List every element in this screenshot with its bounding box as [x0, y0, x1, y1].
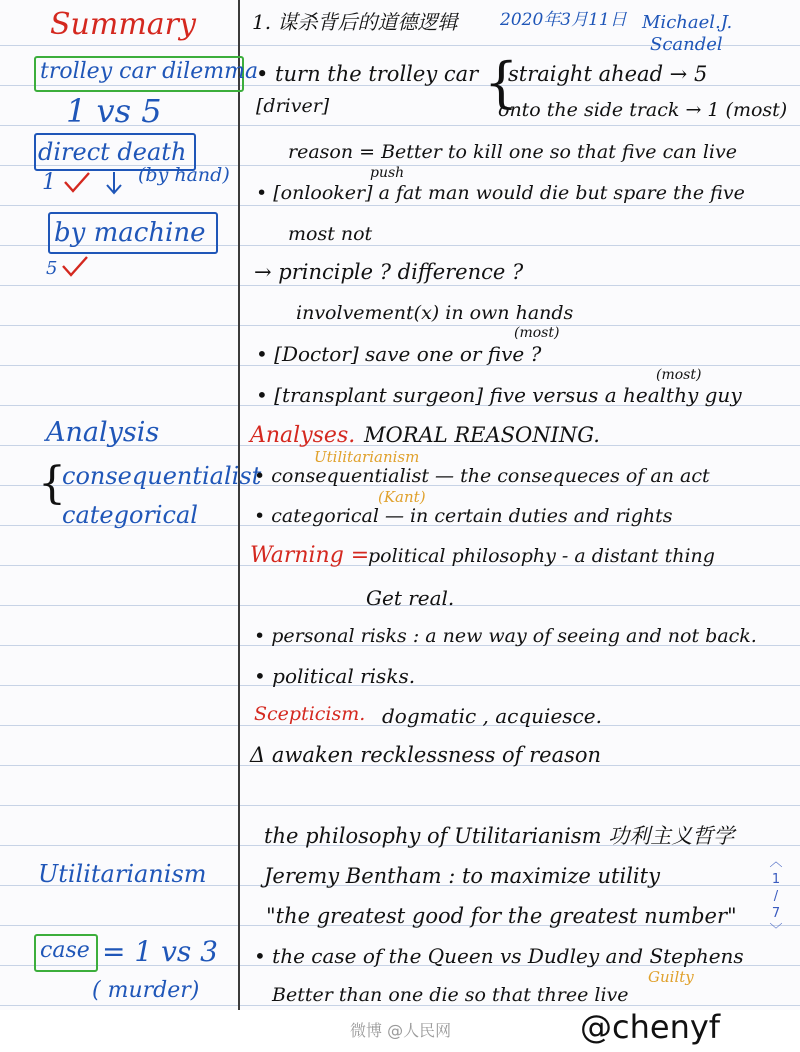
better-than-line: Better than one die so that three live: [272, 984, 629, 1006]
one-vs-five-label: 1 vs 5: [66, 92, 162, 130]
get-real-line: Get real.: [366, 586, 455, 610]
lecture-title: 1. 谋杀背后的道德逻辑: [252, 10, 458, 34]
reason-line: reason = Better to kill one so that five can live: [288, 141, 737, 163]
side-track-option: onto the side track → 1 (most): [498, 99, 788, 121]
current-page: 1: [771, 871, 781, 887]
utilitarianism-annotation: Utilitarianism: [314, 448, 420, 466]
author-handle: @chenyf: [580, 1008, 721, 1046]
straight-ahead-option: straight ahead → 5: [508, 62, 708, 86]
awaken-line: Δ awaken recklessness of reason: [250, 743, 602, 767]
option-brace-icon: {: [484, 51, 519, 114]
doctor-line: • [Doctor] save one or five ?: [256, 342, 542, 366]
most-annotation: (most): [514, 325, 560, 341]
categorical-label: categorical: [62, 501, 198, 529]
by-hand-note: (by hand): [138, 164, 230, 186]
most-not-note: most not: [288, 223, 373, 245]
by-machine-label: by machine: [54, 218, 206, 248]
analyses-label: Analyses.: [250, 423, 356, 448]
categorical-line: • categorical — in certain duties and rights: [254, 505, 673, 527]
analysis-heading: Analysis: [46, 417, 160, 448]
page-separator: /: [773, 888, 779, 904]
down-arrow-icon: [104, 170, 124, 196]
surgeon-line: • [transplant surgeon] five versus a healthy guy: [256, 383, 742, 407]
case-label: case: [40, 938, 90, 963]
personal-risks-line: • personal risks : a new way of seeing and not back.: [254, 625, 757, 647]
weibo-watermark: 微博 @人民网: [350, 1021, 452, 1040]
involvement-line: involvement(x) in own hands: [296, 302, 574, 324]
most-annotation: (most): [656, 367, 702, 383]
margin-divider: [238, 0, 240, 1010]
utilitarianism-heading: Utilitarianism: [38, 860, 207, 888]
onlooker-line: • [onlooker] a fat man would die but spare the five: [256, 182, 745, 204]
case-ratio: = 1 vs 3: [102, 935, 218, 968]
page-indicator[interactable]: [762, 855, 790, 975]
direct-death-label: direct death: [38, 138, 187, 166]
principle-line: → principle ? difference ?: [254, 260, 524, 284]
trolley-line: • turn the trolley car: [256, 62, 479, 86]
lecturer-name-first: Michael.J.: [642, 12, 733, 33]
kant-annotation: (Kant): [378, 488, 426, 506]
driver-tag: [driver]: [256, 95, 330, 117]
murder-note: ( murder): [92, 978, 200, 1003]
trolley-dilemma-label: trolley car dilemma: [40, 59, 259, 84]
bentham-line: Jeremy Bentham : to maximize utility: [264, 864, 660, 888]
direct-death-count: 1: [42, 170, 56, 195]
warning-label: Warning =: [250, 543, 370, 568]
by-machine-count: 5: [46, 258, 58, 279]
philosophy-line: the philosophy of Utilitarianism 功利主义哲学: [264, 824, 735, 848]
left-brace-icon: {: [38, 458, 66, 509]
queen-case-line: • the case of the Queen vs Dudley and Stephens: [254, 944, 744, 968]
scepticism-text: dogmatic , acquiesce.: [382, 704, 602, 728]
moral-reasoning-heading: MORAL REASONING.: [364, 423, 600, 447]
political-risks-line: • political risks.: [254, 664, 416, 688]
consequentialist-label: consequentialist: [62, 462, 262, 490]
total-pages: 7: [771, 905, 781, 921]
push-annotation: push: [370, 165, 405, 181]
guilty-annotation: Guilty: [648, 968, 694, 986]
lecture-date: 2020年3月11日: [500, 10, 627, 30]
chevron-up-icon[interactable]: ︿: [769, 855, 783, 870]
greatest-good-quote: "the greatest good for the greatest number": [266, 904, 737, 928]
left-summary-heading: Summary: [50, 7, 196, 42]
warning-text: political philosophy - a distant thing: [368, 545, 715, 567]
scepticism-label: Scepticism.: [254, 703, 366, 725]
consequentialist-line: • consequentialist — the consequeces of an act: [254, 465, 710, 487]
chevron-down-icon[interactable]: ﹀: [769, 922, 783, 938]
lecturer-name-last: Scandel: [650, 34, 723, 55]
red-check-icon: [60, 254, 90, 278]
red-check-icon: [62, 170, 92, 194]
